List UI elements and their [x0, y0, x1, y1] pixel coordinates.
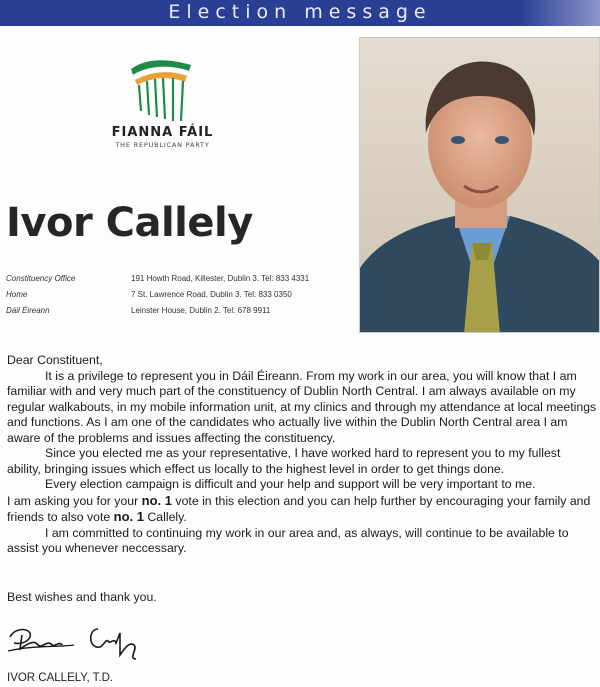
contact-list: [6, 274, 346, 322]
signoff: Best wishes and thank you.: [7, 590, 157, 604]
party-logo: [100, 55, 225, 155]
vote-text: I am asking you for your: [7, 493, 142, 508]
candidate-portrait: [359, 37, 600, 333]
letter-body: [7, 353, 597, 557]
contact-value: Leinster House, Dublin 2. Tel: 678 9911: [131, 306, 271, 315]
vote-number: no. 1: [113, 509, 144, 524]
paragraph: Since you elected me as your representative, I have worked hard to represent you to my fullest ability, bringing issues which effect us locally to the highest level in order to get things done.: [7, 446, 561, 476]
contact-row-constituency: [6, 274, 346, 290]
paragraph: Every election campaign is difficult and your help and support will be very important to me.: [45, 477, 536, 491]
contact-row-home: [6, 290, 346, 306]
vote-text: vote in this election and you can help further by encouraging your family and friends to also vote: [7, 493, 591, 524]
paragraph-vote: [7, 493, 597, 526]
paragraph: I am committed to continuing my work in our area and, as always, will continue to be available to assist you whenever neccessary.: [7, 525, 569, 555]
paragraph: It is a privilege to represent you in Dáil Éireann. From my work in our area, you will know that I am familiar with and very much part of the constituency of Dublin North Central. I am always available on my regular walkabouts, in my mobile information unit, at my clinics and through my attendance at local meetings and functions. As I am one of the candidates who actually live within the Dublin North Central area I am aware of the problems and issues affecting the constituency.: [7, 368, 597, 445]
vote-number: no. 1: [141, 492, 172, 508]
contact-row-dail: [6, 306, 346, 322]
signed-name: IVOR CALLELY, T.D.: [7, 672, 114, 684]
contact-value: 7 St. Lawrence Road, Dublin 3. Tel: 833 0350: [131, 290, 292, 299]
candidate-name: Ivor Callely: [6, 200, 253, 246]
header-title: Election message: [168, 1, 432, 23]
party-tagline: THE REPUBLICAN PARTY: [115, 141, 210, 149]
contact-label: Constituency Office: [6, 274, 76, 283]
party-name: FIANNA FÁIL: [111, 125, 214, 140]
contact-value: 191 Howth Road, Killester, Dublin 3. Tel: 833 4331: [131, 274, 310, 283]
contact-label: Dáil Éireann: [6, 306, 50, 315]
contact-label: Home: [6, 290, 28, 299]
salutation: Dear Constituent,: [7, 353, 103, 367]
harp-icon: [127, 55, 195, 123]
handwritten-signature: [4, 615, 154, 665]
vote-text: Callely.: [143, 510, 187, 524]
